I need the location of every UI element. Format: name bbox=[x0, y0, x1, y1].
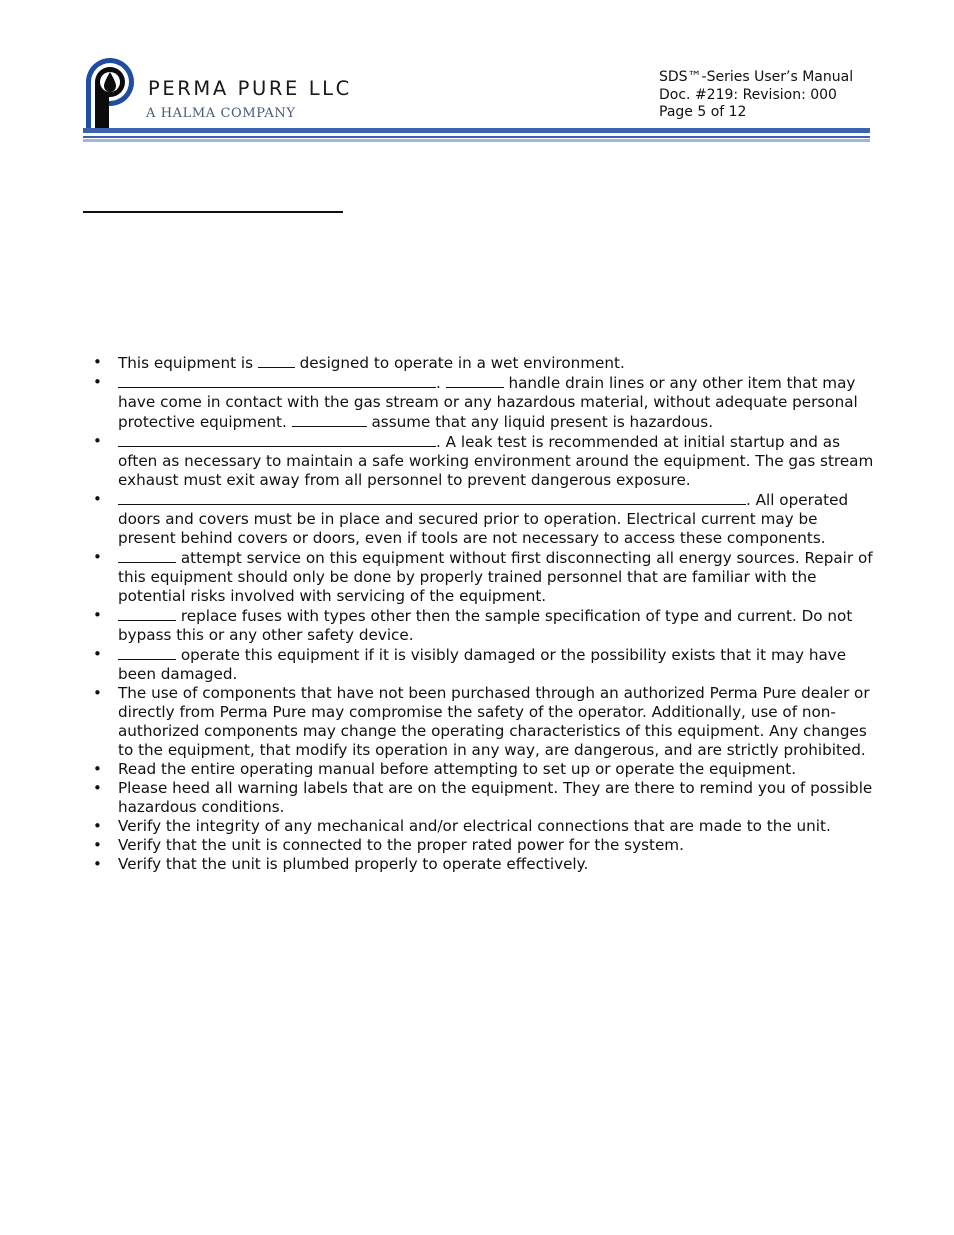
list-item: • Read the entire operating manual before attempting to set up or operate the equipment. bbox=[93, 760, 797, 778]
bullet-icon: • bbox=[93, 760, 102, 778]
blank-line bbox=[118, 645, 176, 660]
list-item: • The use of components that have not been purchased through an authorized Perma Pure dealer or directly from Perma Pure may compromise the safety of the operator. Additionally, use of non-authorized components may change the operating characteristics of this equipment. Any changes to the equipment, that modify its operation in any way, are dangerous, and are strictly prohibited. bbox=[93, 684, 870, 759]
bullet-icon: • bbox=[93, 855, 102, 873]
bullet-icon: • bbox=[93, 836, 102, 854]
blank-line bbox=[118, 373, 436, 388]
bullet-icon: • bbox=[93, 606, 102, 624]
blank-line bbox=[118, 606, 176, 621]
blank-line bbox=[118, 432, 436, 447]
header-rule-thin bbox=[83, 136, 870, 138]
bullet-icon: • bbox=[93, 684, 102, 702]
company-subtitle: A HALMA COMPANY bbox=[146, 106, 296, 121]
p-logo-icon bbox=[86, 58, 134, 128]
bullet-icon: • bbox=[93, 645, 102, 663]
bullet-icon: • bbox=[93, 353, 102, 371]
list-item: • . All operated doors and covers must be in place and secured prior to operation. Electrical current may be present behind covers or doors, even if tools are not necessary to access these components. bbox=[93, 490, 849, 547]
list-item: • . handle drain lines or any other item that may have come in contact with the gas stream or any hazardous material, without adequate personal protective equipment. assume that any liquid present is hazardous. bbox=[93, 373, 858, 431]
bullet-icon: • bbox=[93, 779, 102, 797]
section-heading-underline bbox=[83, 211, 343, 213]
header-rule-light bbox=[83, 139, 870, 142]
blank-line bbox=[258, 353, 295, 368]
bullet-icon: • bbox=[93, 373, 102, 391]
blank-line bbox=[292, 412, 367, 427]
page-number: Page 5 of 12 bbox=[659, 104, 747, 120]
blank-line bbox=[118, 490, 746, 505]
blank-line bbox=[118, 548, 176, 563]
bullet-icon: • bbox=[93, 490, 102, 508]
list-item: • attempt service on this equipment without first disconnecting all energy sources. Repair of this equipment should only be done by properly trained personnel that are familiar with the potential risks involved with servicing of the equipment. bbox=[93, 548, 873, 605]
list-item: • Please heed all warning labels that are on the equipment. They are there to remind you of possible hazardous conditions. bbox=[93, 779, 873, 816]
document-number: Doc. #219: Revision: 000 bbox=[659, 86, 837, 103]
list-item: • operate this equipment if it is visibly damaged or the possibility exists that it may have been damaged. bbox=[93, 645, 847, 683]
list-item: • Verify that the unit is plumbed properly to operate effectively. bbox=[93, 855, 589, 873]
list-item: • replace fuses with types other then the sample specification of type and current. Do not bypass this or any other safety device. bbox=[93, 606, 853, 644]
list-item: • . A leak test is recommended at initial startup and as often as necessary to maintain a safe working environment around the equipment. The gas stream exhaust must exit away from all personnel to prevent dangerous exposure. bbox=[93, 432, 874, 489]
list-item: • This equipment is designed to operate in a wet environment. bbox=[93, 353, 625, 372]
safety-bullet-list bbox=[89, 353, 879, 874]
document-info bbox=[659, 69, 853, 122]
bullet-icon: • bbox=[93, 432, 102, 450]
bullet-icon: • bbox=[93, 548, 102, 566]
bullet-icon: • bbox=[93, 817, 102, 835]
list-item: • Verify that the unit is connected to the proper rated power for the system. bbox=[93, 836, 684, 854]
blank-line bbox=[446, 373, 504, 388]
company-name: PERMA PURE LLC bbox=[148, 77, 352, 100]
header-rule-thick bbox=[83, 128, 870, 133]
list-item: • Verify the integrity of any mechanical and/or electrical connections that are made to the unit. bbox=[93, 817, 831, 835]
document-title: SDS™-Series User’s Manual bbox=[659, 69, 854, 85]
